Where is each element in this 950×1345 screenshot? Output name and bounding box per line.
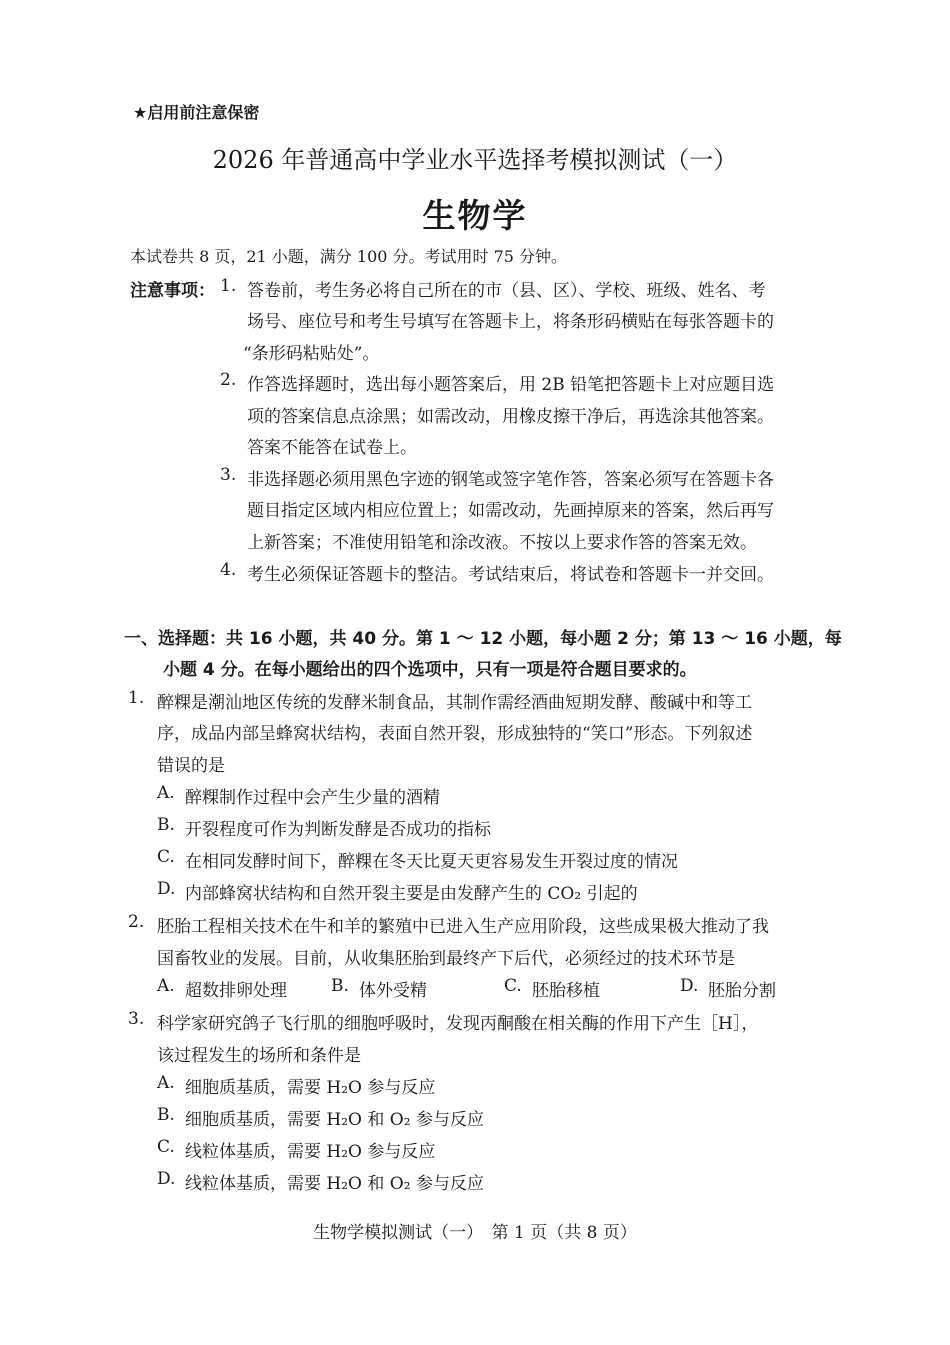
question-3-option-a: 细胞质基质，需要 H₂O 参与反应 bbox=[185, 1078, 436, 1098]
notice-item-4-number: 4. bbox=[220, 560, 237, 580]
question-3-stem: 该过程发生的场所和条件是 bbox=[157, 1046, 361, 1066]
question-2-option-d: 胚胎分割 bbox=[708, 981, 776, 1001]
question-3-option-b-letter: B. bbox=[157, 1105, 175, 1125]
question-2-option-a: 超数排卵处理 bbox=[185, 981, 287, 1001]
question-1-stem: 错误的是 bbox=[157, 756, 225, 776]
notice-item-1-line: 答卷前，考生务必将自己所在的市（县、区）、学校、班级、姓名、考 bbox=[247, 281, 766, 301]
question-3-option-c: 线粒体基质，需要 H₂O 参与反应 bbox=[185, 1142, 436, 1162]
exam-title: 2026 年普通高中学业水平选择考模拟测试（一） bbox=[212, 146, 738, 174]
question-3-option-a-letter: A. bbox=[157, 1073, 175, 1093]
question-1-option-b-letter: B. bbox=[157, 815, 175, 835]
question-2-stem: 胚胎工程相关技术在牛和羊的繁殖中已进入生产应用阶段，这些成果极大推动了我 bbox=[157, 917, 769, 937]
notice-item-1-number: 1. bbox=[220, 276, 237, 296]
question-1-option-d-letter: D. bbox=[157, 879, 176, 899]
notice-item-4-line: 考生必须保证答题卡的整洁。考试结束后，将试卷和答题卡一并交回。 bbox=[247, 565, 774, 585]
notice-item-2-line: 项的答案信息点涂黑；如需改动，用橡皮擦干净后，再选涂其他答案。 bbox=[247, 407, 774, 427]
exam-info: 本试卷共 8 页，21 小题，满分 100 分。考试用时 75 分钟。 bbox=[130, 247, 568, 266]
question-1-option-a-letter: A. bbox=[157, 783, 175, 803]
section-heading: 小题 4 分。在每小题给出的四个选项中，只有一项是符合题目要求的。 bbox=[163, 660, 697, 680]
notice-item-1-line: 场号、座位号和考生号填写在答题卡上，将条形码横贴在每张答题卡的 bbox=[247, 312, 774, 332]
question-1-option-c-letter: C. bbox=[157, 847, 175, 867]
question-2-option-b-letter: B. bbox=[331, 976, 349, 996]
question-1-option-c: 在相同发酵时间下，醉粿在冬天比夏天更容易发生开裂过度的情况 bbox=[185, 852, 678, 872]
question-3-option-d-letter: D. bbox=[157, 1169, 176, 1189]
question-3-option-d: 线粒体基质，需要 H₂O 和 O₂ 参与反应 bbox=[185, 1174, 484, 1194]
question-2-stem: 国畜牧业的发展。目前，从收集胚胎到最终产下后代，必须经过的技术环节是 bbox=[157, 949, 735, 969]
question-3-stem: 科学家研究鸽子飞行肌的细胞呼吸时，发现丙酮酸在相关酶的作用下产生［H］， bbox=[157, 1014, 759, 1034]
notice-item-3-number: 3. bbox=[220, 465, 237, 485]
question-1-option-b: 开裂程度可作为判断发酵是否成功的指标 bbox=[185, 820, 491, 840]
question-2-number: 2. bbox=[128, 912, 145, 932]
question-3-option-c-letter: C. bbox=[157, 1137, 175, 1157]
question-2-option-b: 体外受精 bbox=[359, 981, 427, 1001]
question-1-option-d: 内部蜂窝状结构和自然开裂主要是由发酵产生的 CO₂ 引起的 bbox=[185, 884, 638, 904]
question-3-number: 3. bbox=[128, 1009, 145, 1029]
page-footer: 生物学模拟测试（一） 第 1 页（共 8 页） bbox=[313, 1223, 637, 1243]
notice-label: 注意事项： bbox=[130, 281, 215, 301]
question-3-option-b: 细胞质基质，需要 H₂O 和 O₂ 参与反应 bbox=[185, 1110, 484, 1130]
notice-item-3-line: 非选择题必须用黑色字迹的钢笔或签字笔作答，答案必须写在答题卡各 bbox=[247, 470, 774, 490]
question-1-stem: 醉粿是潮汕地区传统的发酵米制食品，其制作需经酒曲短期发酵、酸碱中和等工 bbox=[157, 693, 752, 713]
notice-item-1-line: “条形码粘贴处”。 bbox=[243, 344, 380, 364]
question-2-option-d-letter: D. bbox=[680, 976, 699, 996]
notice-item-2-line: 作答选择题时，选出每小题答案后，用 2B 铅笔把答题卡上对应题目选 bbox=[247, 375, 775, 395]
notice-item-3-line: 上新答案；不准使用铅笔和涂改液。不按以上要求作答的答案无效。 bbox=[247, 533, 757, 553]
question-2-option-c-letter: C. bbox=[504, 976, 522, 996]
question-1-stem: 序，成品内部呈蜂窝状结构，表面自然开裂，形成独特的“笑口”形态。下列叙述 bbox=[157, 724, 753, 744]
notice-item-2-line: 答案不能答在试卷上。 bbox=[247, 438, 417, 458]
question-1-option-a: 醉粿制作过程中会产生少量的酒精 bbox=[185, 788, 440, 808]
question-1-number: 1. bbox=[128, 688, 145, 708]
subject-title: 生物学 bbox=[422, 196, 528, 235]
question-2-option-a-letter: A. bbox=[157, 976, 175, 996]
confidential-notice: ★启用前注意保密 bbox=[133, 103, 260, 122]
section-heading: 一、选择题：共 16 小题，共 40 分。第 1 ～ 12 小题，每小题 2 分；第 13 ～ 16 小题，每 bbox=[124, 629, 842, 649]
question-2-option-c: 胚胎移植 bbox=[532, 981, 600, 1001]
notice-item-2-number: 2. bbox=[220, 370, 237, 390]
notice-item-3-line: 题目指定区域内相应位置上；如需改动，先画掉原来的答案，然后再写 bbox=[247, 501, 774, 521]
